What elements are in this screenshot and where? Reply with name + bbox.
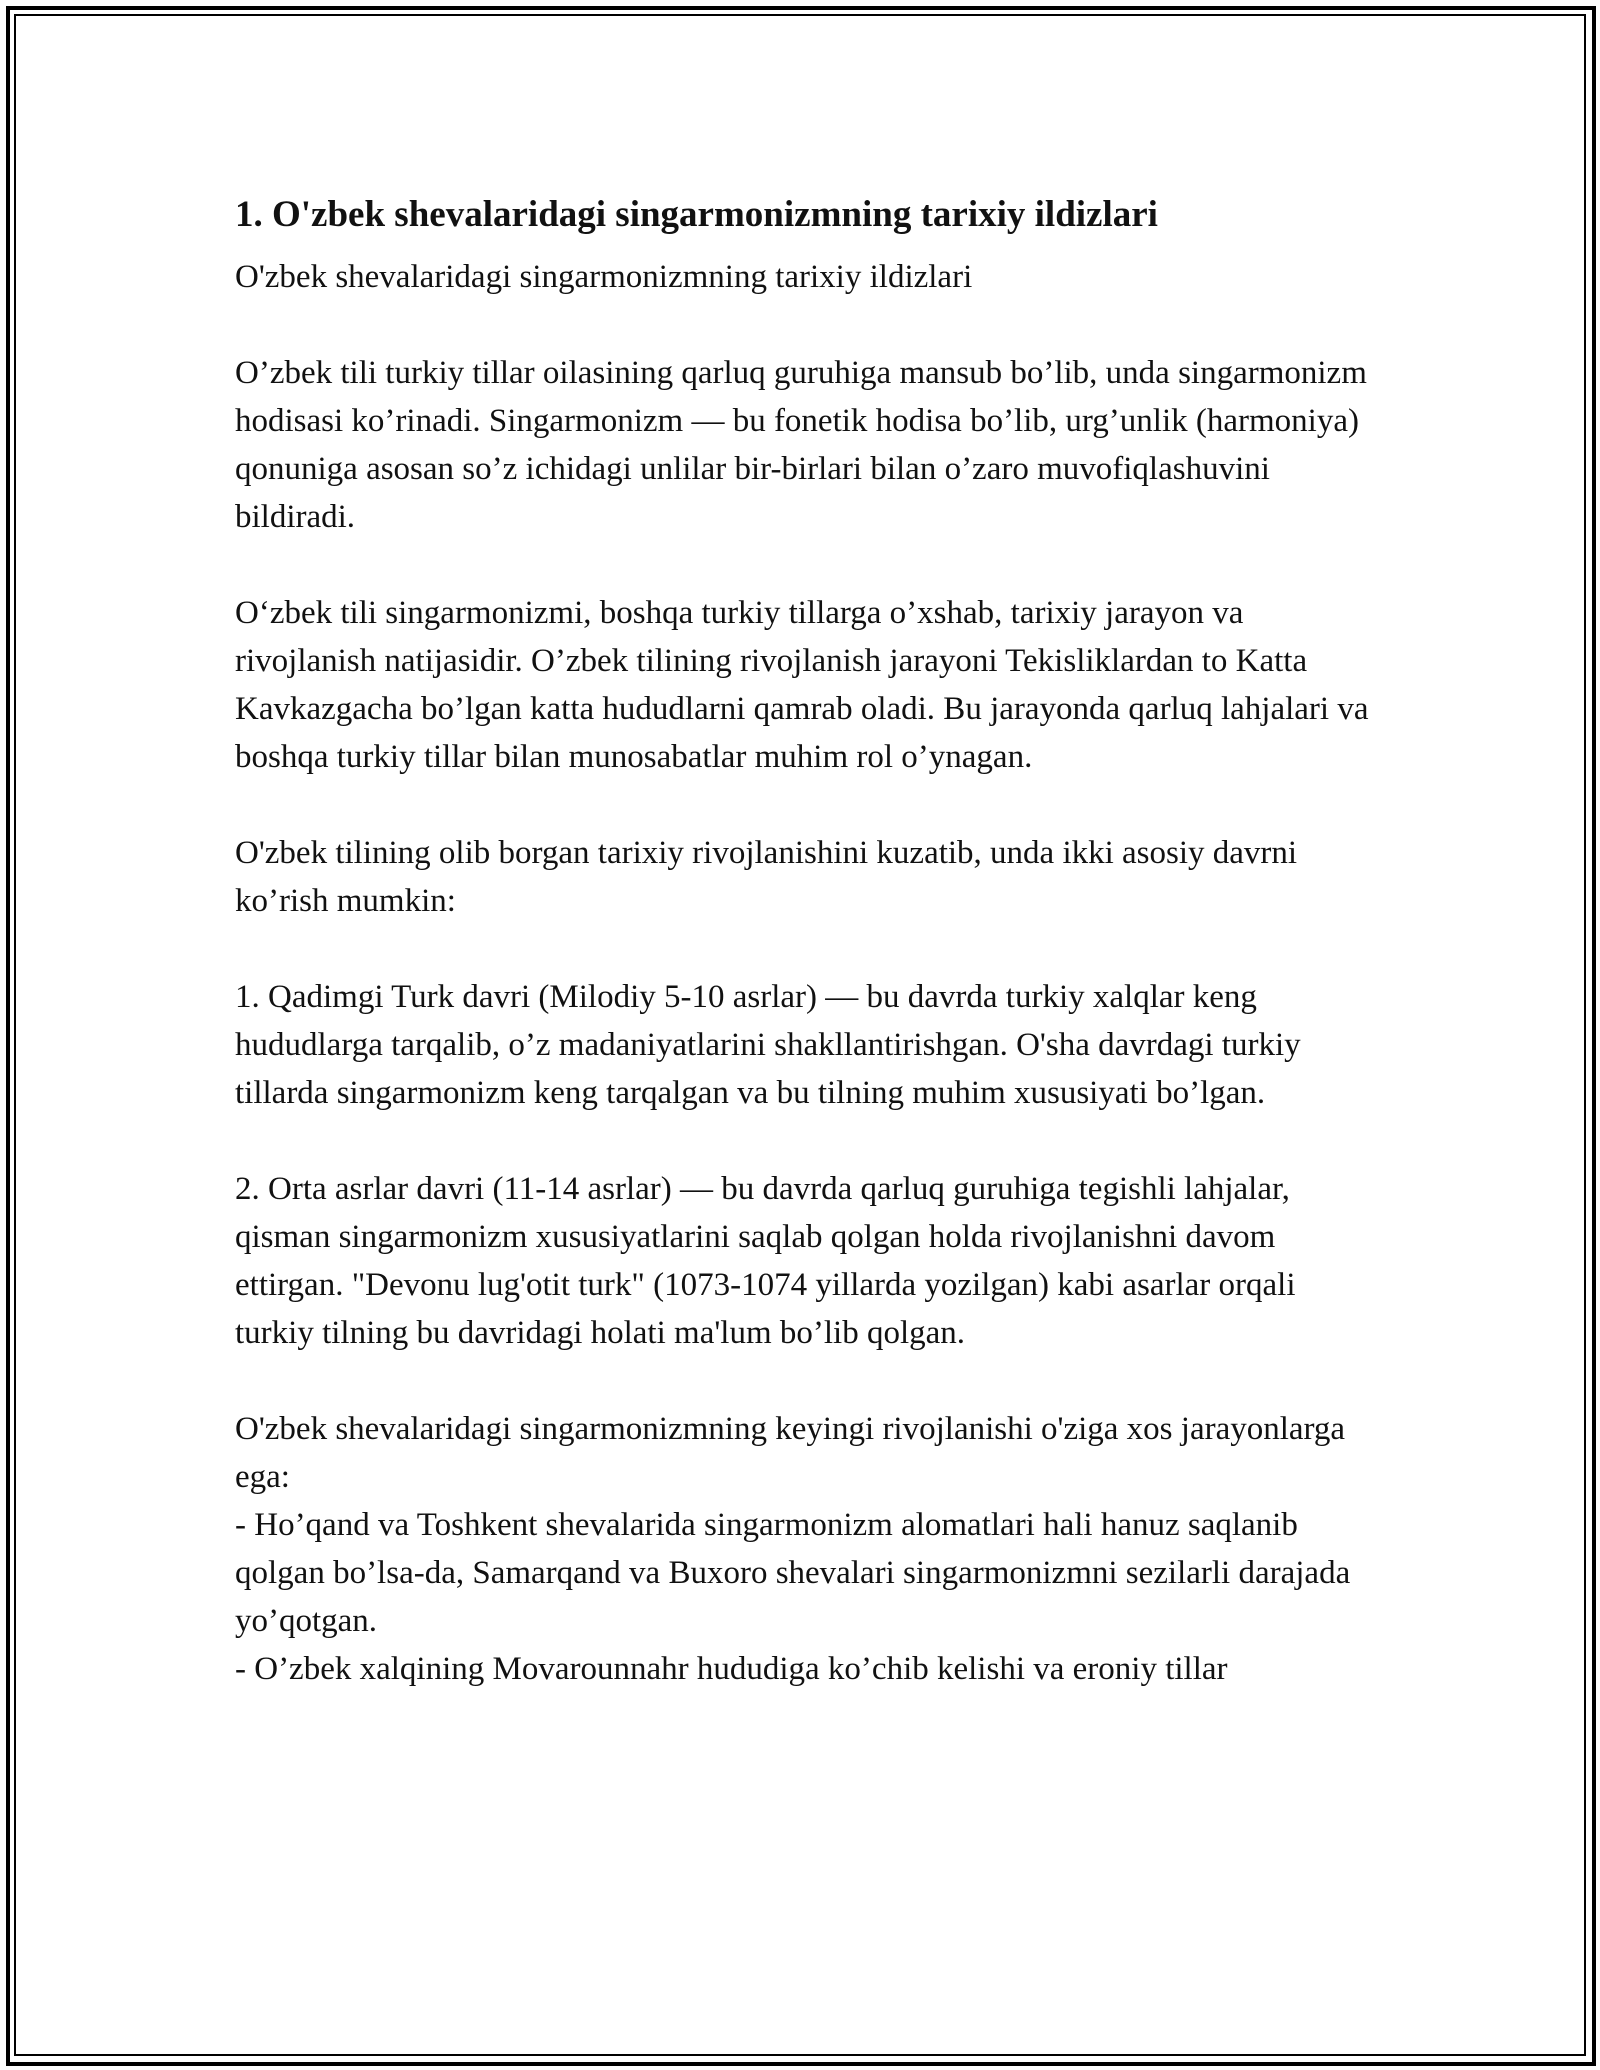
paragraph-history: O‘zbek tili singarmonizmi, boshqa turkiy tillarga o’xshab, tarixiy jarayon va rivojlanish natijasidir. O’zbek tilining rivojlanish jarayoni Tekisliklardan to Katta Kavkazgacha bo’lgan katta hududlarni qamrab oladi. Bu jarayonda qarluq lahjalari va boshqa turkiy tillar bilan munosabatlar muhim rol o’ynagan. xyxy=(235,595,1369,775)
paragraph-periods-intro: O'zbek tilining olib borgan tarixiy rivojlanishini kuzatib, unda ikki asosiy davrni ko’rish mumkin: xyxy=(235,835,1298,919)
document-title: 1. O'zbek shevalaridagi singarmonizmning tarixiy ildizlari xyxy=(235,194,1158,235)
document-subtitle: O'zbek shevalaridagi singarmonizmning tarixiy ildizlari xyxy=(235,259,973,295)
paragraph-period-1: 1. Qadimgi Turk davri (Milodiy 5-10 asrlar) — bu davrda turkiy xalqlar keng hududlarga tarqalib, o’z madaniyatlarini shakllantirishgan. O'sha davrdagi turkiy tillarda singarmonizm keng tarqalgan va bu tilning muhim xususiyati bo’lgan. xyxy=(235,979,1301,1111)
paragraph-period-2: 2. Orta asrlar davri (11-14 asrlar) — bu davrda qarluq guruhiga tegishli lahjalar, qisman singarmonizm xususiyatlarini saqlab qolgan holda rivojlanishni davom ettirgan. "Devonu lug'otit turk" (1073-1074 yillarda yozilgan) kabi asarlar orqali turkiy tilning bu davridagi holati ma'lum bo’lib qolgan. xyxy=(235,1171,1296,1351)
document-body xyxy=(235,185,1375,1693)
paragraph-later-development: O'zbek shevalaridagi singarmonizmning keyingi rivojlanishi o'ziga xos jarayonlarga ega: - Ho’qand va Toshkent shevalarida singarmonizm alomatlari hali hanuz saqlanib qolgan bo’lsa-da, Samarqand va Buxoro shevalari singarmonizmni sezilarli darajada yo’qotgan. - O’zbek xalqining Movarounnahr hududiga ko’chib kelishi va eroniy tillar xyxy=(235,1411,1351,1687)
paragraph-intro: O’zbek tili turkiy tillar oilasining qarluq guruhiga mansub bo’lib, unda singarmonizm hodisasi ko’rinadi. Singarmonizm — bu fonetik hodisa bo’lib, urg’unlik (harmoniya) qonuniga asosan so’z ichidagi unlilar bir-birlari bilan o’zaro muvofiqlashuvini bildiradi. xyxy=(235,355,1367,535)
